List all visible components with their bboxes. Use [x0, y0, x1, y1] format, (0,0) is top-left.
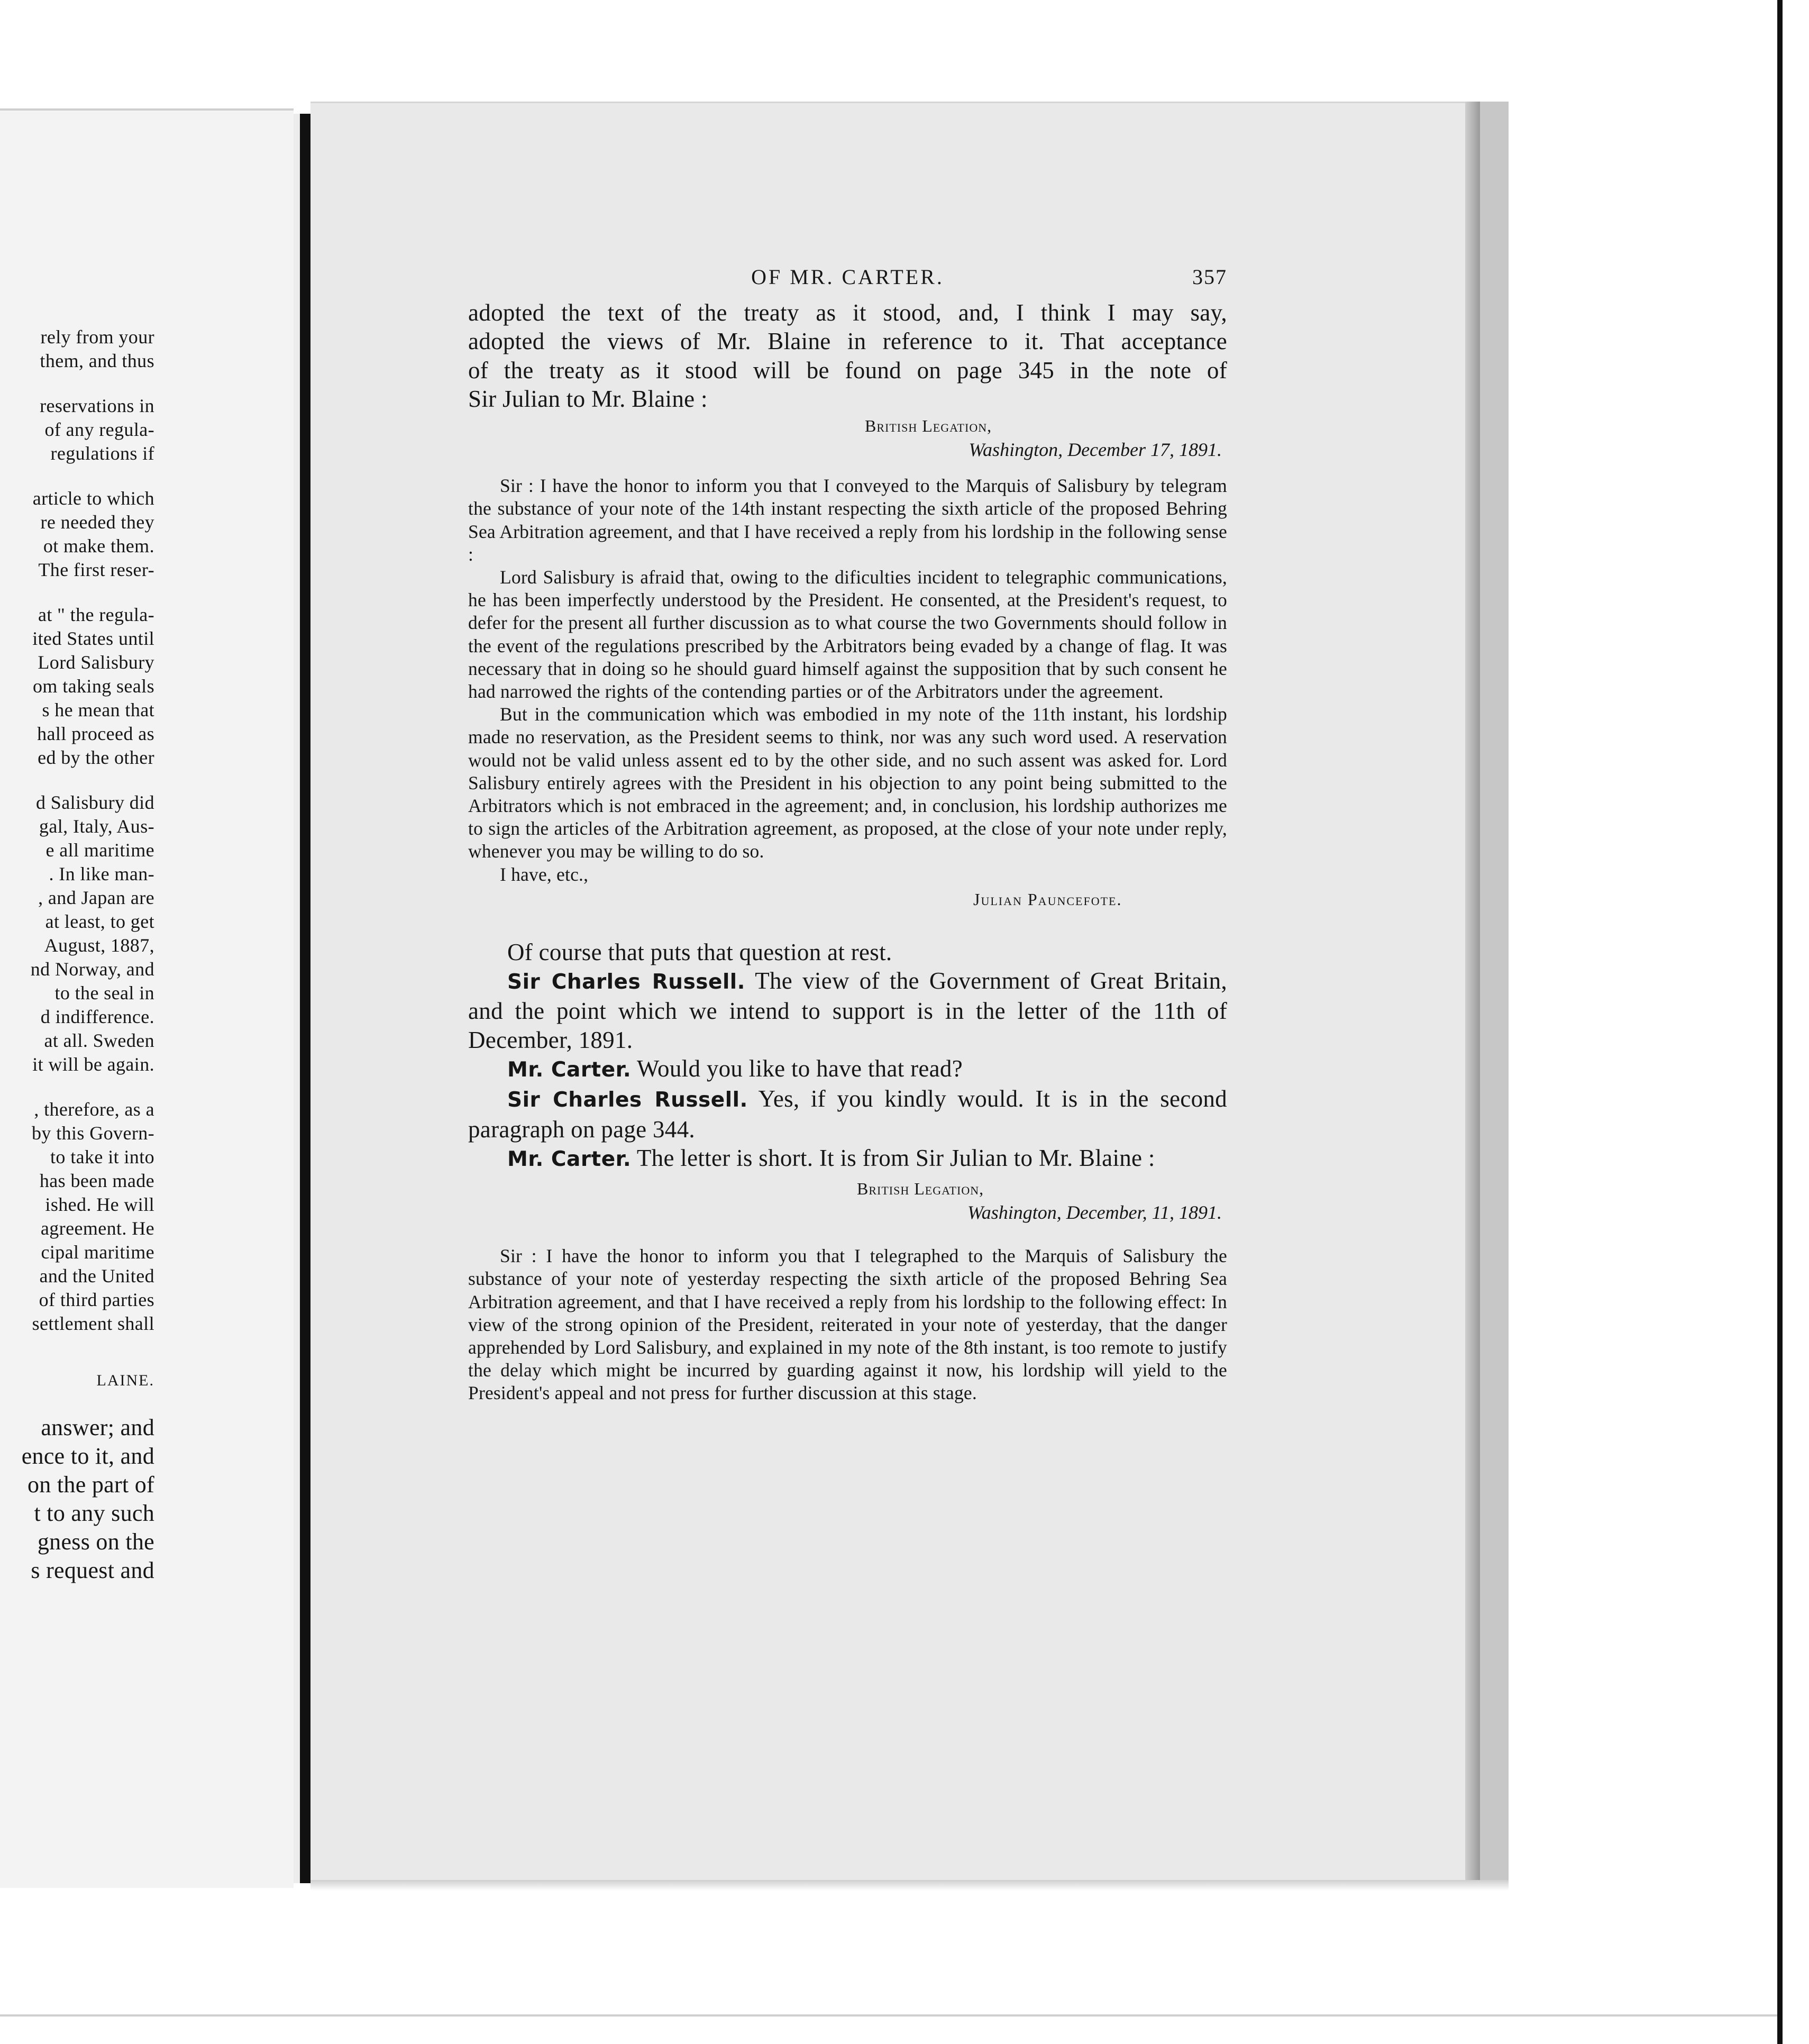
left-line: d indifference. — [40, 1006, 154, 1027]
intro-line: of the treaty as it stood will be found on page 345 in the note of — [468, 357, 1227, 384]
letter-1-place: British Legation, — [865, 416, 992, 436]
dialogue-line-4 — [468, 1084, 1227, 1144]
left-line: has been made — [39, 1170, 154, 1191]
left-line: at " the regula- — [38, 604, 154, 625]
left-line: cipal maritime — [41, 1242, 154, 1263]
letter-2-date: Washington, December, 11, 1891. — [967, 1202, 1222, 1224]
left-line: of any regula- — [44, 419, 154, 440]
left-line: d Salisbury did — [35, 792, 154, 813]
dialogue-line-1 — [468, 938, 1227, 966]
left-line: agreement. He — [40, 1218, 154, 1239]
letter-2-place: British Legation, — [857, 1179, 984, 1199]
left-line: Lord Salisbury — [38, 652, 154, 673]
left-line: nd Norway, and — [30, 959, 154, 980]
left-line: of third parties — [39, 1289, 154, 1310]
letter-1-closing: I have, etc., — [500, 863, 589, 885]
left-line: ed by the other — [38, 747, 154, 768]
intro-line: adopted the text of the treaty as it stood, and, I think I may say, — [468, 299, 1227, 326]
left-signature: LAINE. — [96, 1372, 154, 1389]
left-line: ited States until — [32, 628, 154, 649]
left-line: ot make them. — [43, 535, 154, 556]
left-line: s he mean that — [42, 699, 154, 720]
dialogue — [468, 938, 1227, 1174]
intro-line: Sir Julian to Mr. Blaine : — [468, 385, 708, 412]
intro-paragraph — [468, 298, 1227, 413]
left-line-large: gness on the — [37, 1529, 154, 1555]
previous-page-text — [0, 325, 154, 1585]
left-line: to the seal in — [54, 982, 154, 1003]
left-line-large: ence to it, and — [21, 1443, 154, 1469]
left-line: . In like man- — [49, 863, 154, 884]
left-line: and the United — [39, 1265, 154, 1286]
left-line: om taking seals — [33, 676, 154, 697]
dialogue-text: The letter is short. It is from Sir Julian to Mr. Blaine : — [636, 1144, 1155, 1171]
intro-line: adopted the views of Mr. Blaine in reference to it. That acceptance — [468, 328, 1227, 355]
running-head-title: OF MR. CARTER. — [751, 265, 944, 289]
left-line: , and Japan are — [38, 887, 154, 908]
running-head — [468, 264, 1227, 298]
left-line: regulations if — [50, 443, 154, 464]
dialogue-text: Of course that puts that question at rest. — [507, 938, 892, 965]
left-line: to take it into — [50, 1146, 154, 1167]
page-bottom-shadow — [310, 1880, 1509, 1891]
dialogue-line-3 — [468, 1054, 1227, 1084]
dialogue-line-2 — [468, 966, 1227, 1054]
left-line: e all maritime — [45, 840, 154, 861]
letter-1-paragraph-3: But in the communication which was embodied in my note of the 11th instant, his lordship made no reservation, as the President seems to think, nor was any such word used. A reservation would not be valid unless assent ed to by the other side, and no such assent was asked for. Lord Salisbury entirely agrees with the President in his objection to any point being submitted to the Arbitrators which is not embraced in the agreement; and, in conclusion, his lordship authorizes me to sign the articles of the Arbitration agreement, as proposed, at the close of your note under reply, whenever you may be willing to do so. — [468, 704, 1227, 862]
left-line-large: s request and — [31, 1557, 154, 1583]
left-line: at all. Sweden — [44, 1030, 154, 1051]
left-line: ished. He will — [45, 1194, 154, 1215]
scanner-frame-bottom — [0, 2014, 1777, 2016]
letter-1-signature: Julian Pauncefote. — [973, 889, 1122, 909]
dialogue-line-5 — [468, 1144, 1227, 1174]
dialogue-text: Would you like to have that read? — [636, 1055, 963, 1082]
book-spine — [300, 114, 310, 1883]
speaker-name: Sir Charles Russell. — [507, 970, 745, 994]
left-line: The first reser- — [38, 559, 154, 580]
speaker-name: Mr. Carter. — [507, 1147, 632, 1171]
left-line: gal, Italy, Aus- — [39, 816, 154, 837]
letter-2 — [468, 1177, 1227, 1404]
letter-1 — [468, 414, 1227, 912]
left-line: settlement shall — [32, 1313, 154, 1334]
letter-1-date: Washington, December 17, 1891. — [969, 439, 1222, 461]
left-line-large: on the part of — [27, 1472, 154, 1498]
letter-1-paragraph-2: Lord Salisbury is afraid that, owing to the dificulties incident to telegraphic communications, he has been imperfectly understood by the President. He consented, at the President's request, to defer for the present all further discussion as to what course the two Governments should follow in the event of the regulations prescribed by the Arbitrators being evaded by a change of flag. It was necessary that in doing so he should guard himself against the supposition that by such consent he had narrowed the rights of the contending parties or of the Arbitrators under the agreement. — [468, 567, 1227, 702]
left-line: by this Govern- — [32, 1123, 154, 1144]
left-line: article to which — [32, 488, 154, 509]
left-line: them, and thus — [40, 350, 154, 371]
speaker-name: Sir Charles Russell. — [507, 1088, 748, 1112]
dialogue-text: Yes, if you kindly would. It is in the second paragraph on page 344. — [468, 1085, 1227, 1143]
speaker-name: Mr. Carter. — [507, 1058, 632, 1082]
left-line: it will be again. — [32, 1054, 154, 1075]
left-line: at least, to get — [45, 911, 154, 932]
book-cover-board — [1480, 102, 1509, 1880]
left-line: , therefore, as a — [34, 1099, 154, 1120]
previous-page-fragment — [0, 108, 294, 1888]
page-content — [468, 264, 1227, 1405]
letter-2-paragraph: Sir : I have the honor to inform you that I telegraphed to the Marquis of Salisbury the substance of your note of yesterday respecting the sixth article of the proposed Behring Sea Arbitration agreement, and that I have received a reply from his lordship to the following effect: In view of the strong opinion of the President, reiterated in your note of yesterday, that the danger apprehended by Lord Salisbury, and explained in my note of the 8th instant, is too remote to justify the delay which might be incurred by guarding against it now, his lordship will yield to the President's appeal and not press for further discussion at this stage. — [468, 1245, 1227, 1404]
left-line: reservations in — [40, 395, 154, 416]
left-line: rely from your — [40, 326, 154, 348]
left-line: hall proceed as — [37, 723, 154, 744]
left-line-large: answer; and — [41, 1415, 154, 1440]
page-fore-edge — [1465, 102, 1480, 1880]
page-number: 357 — [1192, 265, 1227, 289]
dialogue-text: The view of the Government of Great Britain, and the point which we intend to support is in the letter of the 11th of December, 1891. — [468, 968, 1227, 1053]
left-line: August, 1887, — [44, 935, 154, 956]
left-line: re needed they — [40, 512, 154, 533]
scanner-frame-edge — [1777, 0, 1809, 2044]
left-line-large: t to any such — [34, 1500, 154, 1526]
letter-1-paragraph-1: Sir : I have the honor to inform you that I conveyed to the Marquis of Salisbury by telegram the substance of your note of the 14th instant respecting the sixth article of the proposed Behring Sea Arbitration agreement, and that I have received a reply from his lordship in the following sense : — [468, 475, 1227, 565]
page-gap — [294, 114, 300, 1883]
